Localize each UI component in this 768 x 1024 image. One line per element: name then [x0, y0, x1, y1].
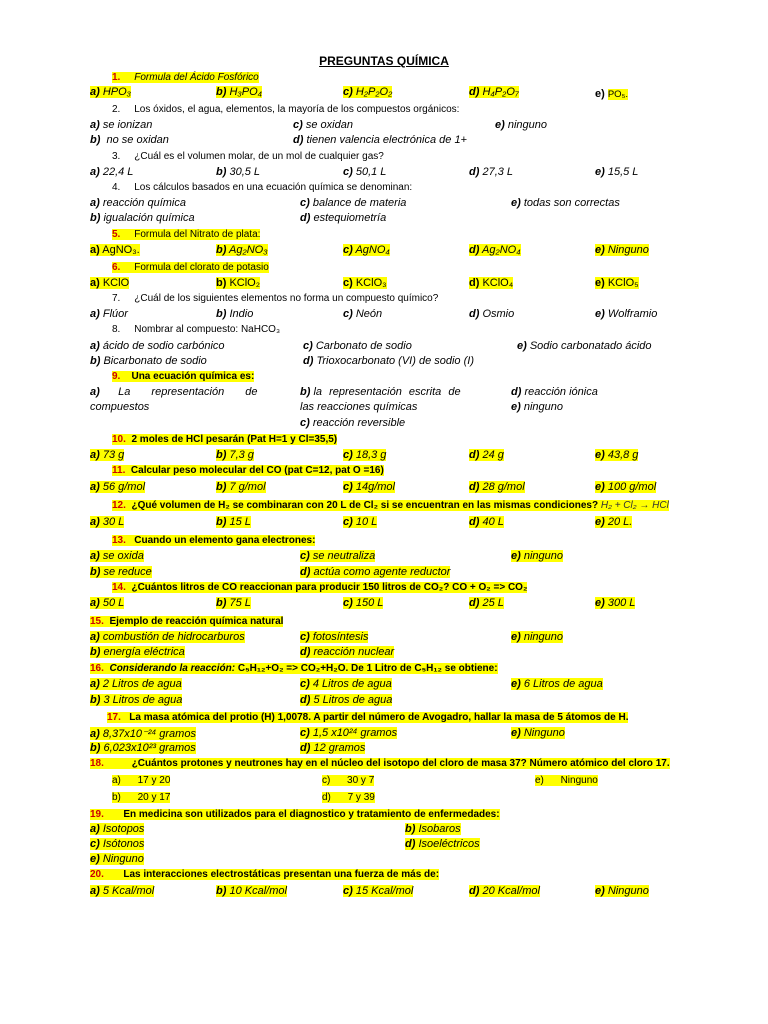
question-12: 12. ¿Qué volumen de H₂ se combinaran con 20 L de Cl₂ si se encuentran en las mismas condiciones? H₂ + Cl₂ → HCl — [112, 500, 669, 511]
option: e) ninguno — [511, 550, 563, 562]
option: a) Flúor — [90, 308, 128, 320]
option: c) Neón — [343, 308, 383, 320]
question-9: 9. Una ecuación química es: — [112, 371, 255, 382]
option: e) todas son correctas — [511, 197, 620, 209]
option: c) se oxidan — [293, 119, 353, 131]
option: b) 7 g/mol — [216, 481, 266, 493]
page-title: PREGUNTAS QUÍMICA — [319, 54, 449, 68]
option: e) ninguno — [511, 401, 563, 413]
option: d) 25 L — [469, 597, 504, 609]
option: d) 5 Litros de agua — [300, 694, 393, 706]
option: b) 20 y 17 — [112, 792, 171, 803]
option: e) ninguno — [511, 631, 563, 643]
option: d) Trioxocarbonato (VI) de sodio (I) — [303, 355, 474, 367]
option: e) 6 Litros de agua — [511, 678, 603, 690]
option: b) se reduce — [90, 566, 152, 578]
question-10: 10. 2 moles de HCl pesarán (Pat H=1 y Cl=35,5) — [112, 434, 338, 445]
option: e) ninguno — [495, 119, 547, 131]
option: a) 8,37x10⁻²⁴ gramos — [90, 728, 196, 740]
question-11: 11. Calcular peso molecular del CO (pat C=12, pat O =16) — [112, 465, 384, 476]
option: c) 18,3 g — [343, 449, 387, 461]
option: a) 17 y 20 — [112, 775, 171, 786]
question-14: 14. ¿Cuántos litros de CO reaccionan para producir 150 litros de CO₂? CO + O₂ => CO₂ — [112, 582, 528, 593]
option: e) 15,5 L — [595, 166, 639, 178]
question-3: 3. ¿Cuál es el volumen molar, de un mol de cualquier gas? — [112, 151, 384, 162]
option: c) 14g/mol — [343, 481, 395, 493]
question-16: 16. Considerando la reacción: C₅H₁₂+O₂ => CO₂+H₂O. De 1 Litro de C₅H₁₂ se obtiene: — [90, 663, 498, 674]
option: b) H₃PO₄ — [216, 86, 263, 98]
question-6: 6. Formula del clorato de potasio — [112, 262, 269, 273]
question-18: 18. ¿Cuántos protones y neutrones hay en el núcleo del isotopo del cloro de masa 37? Número atómico del cloro 17. — [90, 758, 670, 769]
option: c) AgNO₄ — [343, 244, 390, 256]
option: d) 40 L — [469, 516, 504, 528]
option: e) Sodio carbonatado ácido — [517, 340, 652, 352]
option: c) 50,1 L — [343, 166, 387, 178]
option: c) 15 Kcal/mol — [343, 885, 414, 897]
option: c) fotosíntesis — [300, 631, 369, 643]
option: d) KClO₄ — [469, 277, 514, 289]
option: d) 12 gramos — [300, 742, 366, 754]
question-8: 8. Nombrar al compuesto: NaHCO₃ — [112, 324, 281, 335]
option: e) 300 L — [595, 597, 636, 609]
option: c) 4 Litros de agua — [300, 678, 392, 690]
option: b) 30,5 L — [216, 166, 261, 178]
option: a) AgNO₃. — [90, 244, 140, 256]
option: e) 100 g/mol — [595, 481, 657, 493]
option: b) no se oxidan — [90, 134, 169, 146]
option: c) KClO₃ — [343, 277, 387, 289]
option: a) reacción química — [90, 197, 186, 209]
option: d) 20 Kcal/mol — [469, 885, 540, 897]
option: d) reacción nuclear — [300, 646, 395, 658]
option: d) Osmio — [469, 308, 515, 320]
question-15: 15. Ejemplo de reacción química natural — [90, 616, 284, 627]
option: b) energía eléctrica — [90, 646, 185, 658]
option: d) 24 g — [469, 449, 504, 461]
option: a) 30 L — [90, 516, 125, 528]
option: d) 27,3 L — [469, 166, 514, 178]
option: a) se ionizan — [90, 119, 153, 131]
option: a) 22,4 L — [90, 166, 134, 178]
option: b) Indio — [216, 308, 254, 320]
option: a) 5 Kcal/mol — [90, 885, 155, 897]
option: b) 3 Litros de agua — [90, 694, 183, 706]
option: b) la representación escrita de — [300, 386, 461, 398]
option: c) 30 y 7 — [322, 775, 375, 786]
option: b) KClO₂ — [216, 277, 261, 289]
option: c) se neutraliza — [300, 550, 376, 562]
option: b) igualación química — [90, 212, 195, 224]
option: e) Ninguno — [595, 885, 649, 897]
question-13: 13. Cuando un elemento gana electrones: — [112, 535, 316, 546]
option: b) 15 L — [216, 516, 251, 528]
option: c) reacción reversible — [300, 417, 406, 429]
question-17: 17. La masa atómica del protio (H) 1,0078. A partir del número de Avogadro, hallar la masa de 5 átomos de H. — [107, 712, 629, 723]
option: las reacciones químicas — [300, 401, 418, 413]
question-19: 19. En medicina son utilizados para el diagnostico y tratamiento de enfermedades: — [90, 809, 500, 820]
option: a) 2 Litros de agua — [90, 678, 182, 690]
question-4: 4. Los cálculos basados en una ecuación química se denominan: — [112, 182, 413, 193]
option: e) Ninguno — [535, 775, 598, 786]
option: e) PO₅. — [595, 88, 629, 100]
question-1: 1. Formula del Ácido Fosfórico — [112, 72, 259, 83]
option: b) 6,023x10²³ gramos — [90, 742, 196, 754]
option: e) Ninguno — [90, 853, 144, 865]
option: b) 75 L — [216, 597, 251, 609]
option: e) Wolframio — [595, 308, 658, 320]
option: a) ácido de sodio carbónico — [90, 340, 225, 352]
option: c) Carbonato de sodio — [303, 340, 412, 352]
option: a) KClO — [90, 277, 130, 289]
option: b) Isobaros — [405, 823, 461, 835]
question-7: 7. ¿Cuál de los siguientes elementos no forma un compuesto químico? — [112, 293, 439, 304]
option: b) 7,3 g — [216, 449, 254, 461]
option: c) 10 L — [343, 516, 378, 528]
option: e) 20 L. — [595, 516, 633, 528]
option: a) 50 L — [90, 597, 125, 609]
option: d) reacción iónica — [511, 386, 598, 398]
option: b) Bicarbonato de sodio — [90, 355, 207, 367]
option: b) Ag₂NO₃ — [216, 244, 268, 256]
option: c) 1,5 x10²⁴ gramos — [300, 727, 398, 739]
option: d) 7 y 39 — [322, 792, 375, 803]
option: d) 28 g/mol — [469, 481, 525, 493]
option: c) H₂P₂O₂ — [343, 86, 393, 98]
option: a) se oxida — [90, 550, 144, 562]
option: d) Ag₂NO₄ — [469, 244, 521, 256]
option: b) 10 Kcal/mol — [216, 885, 287, 897]
option: a) La representación de — [90, 386, 258, 398]
option: d) tienen valencia electrónica de 1+ — [293, 134, 467, 146]
option: a) Isotopos — [90, 823, 145, 835]
option: e) KClO₅ — [595, 277, 639, 289]
option: a) HPO₃ — [90, 86, 132, 98]
question-20: 20. Las interacciones electrostáticas presentan una fuerza de más de: — [90, 869, 440, 880]
question-5: 5. Formula del Nitrato de plata: — [112, 229, 261, 240]
option: c) 150 L — [343, 597, 384, 609]
option: d) H₄P₂O₇ — [469, 86, 519, 98]
option: a) 73 g — [90, 449, 125, 461]
option: d) actúa como agente reductor — [300, 566, 451, 578]
option: c) balance de materia — [300, 197, 407, 209]
option: e) Ninguno — [511, 727, 565, 739]
question-2: 2. Los óxidos, el agua, elementos, la mayoría de los compuestos orgánicos: — [112, 104, 460, 115]
option: e) Ninguno — [595, 244, 649, 256]
option: e) 43,8 g — [595, 449, 639, 461]
option: a) combustión de hidrocarburos — [90, 631, 245, 643]
option: c) Isótonos — [90, 838, 145, 850]
option: d) estequiometría — [300, 212, 387, 224]
option: a) 56 g/mol — [90, 481, 146, 493]
option: d) Isoeléctricos — [405, 838, 480, 850]
option: compuestos — [90, 401, 150, 413]
